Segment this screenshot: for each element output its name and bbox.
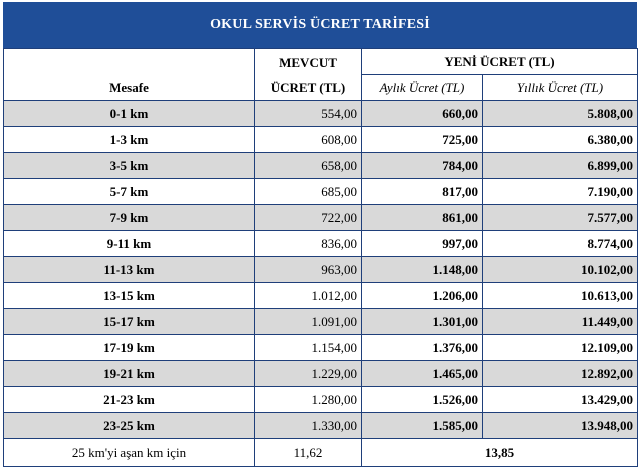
table-title: OKUL SERVİS ÜCRET TARİFESİ bbox=[3, 2, 637, 48]
cell-current-fee: 1.229,00 bbox=[255, 361, 362, 387]
cell-yearly-fee: 10.613,00 bbox=[483, 283, 638, 309]
cell-current-fee: 658,00 bbox=[255, 153, 362, 179]
cell-monthly-fee: 997,00 bbox=[362, 231, 483, 257]
cell-distance: 21-23 km bbox=[4, 387, 255, 413]
table-row bbox=[4, 361, 638, 387]
table-row bbox=[4, 413, 638, 439]
cell-distance: 9-11 km bbox=[4, 231, 255, 257]
cell-yearly-fee: 11.449,00 bbox=[483, 309, 638, 335]
cell-yearly-fee: 7.190,00 bbox=[483, 179, 638, 205]
cell-monthly-fee: 1.301,00 bbox=[362, 309, 483, 335]
cell-current-fee: 685,00 bbox=[255, 179, 362, 205]
header-distance: Mesafe bbox=[4, 49, 255, 101]
table-row bbox=[4, 127, 638, 153]
footer-row bbox=[4, 439, 638, 467]
header-current-fee bbox=[255, 49, 362, 101]
table-row bbox=[4, 335, 638, 361]
cell-current-fee: 554,00 bbox=[255, 101, 362, 127]
cell-current-fee: 1.330,00 bbox=[255, 413, 362, 439]
header-monthly: Aylık Ücret (TL) bbox=[362, 75, 483, 101]
table-row bbox=[4, 179, 638, 205]
table-row bbox=[4, 309, 638, 335]
cell-monthly-fee: 784,00 bbox=[362, 153, 483, 179]
cell-current-fee: 1.154,00 bbox=[255, 335, 362, 361]
cell-current-fee: 963,00 bbox=[255, 257, 362, 283]
table-row bbox=[4, 387, 638, 413]
cell-distance: 11-13 km bbox=[4, 257, 255, 283]
cell-yearly-fee: 8.774,00 bbox=[483, 231, 638, 257]
cell-distance: 15-17 km bbox=[4, 309, 255, 335]
cell-distance: 1-3 km bbox=[4, 127, 255, 153]
cell-monthly-fee: 817,00 bbox=[362, 179, 483, 205]
cell-current-fee: 1.280,00 bbox=[255, 387, 362, 413]
cell-current-fee: 722,00 bbox=[255, 205, 362, 231]
cell-monthly-fee: 861,00 bbox=[362, 205, 483, 231]
table-row bbox=[4, 257, 638, 283]
cell-yearly-fee: 12.109,00 bbox=[483, 335, 638, 361]
cell-distance: 0-1 km bbox=[4, 101, 255, 127]
header-new-fee: YENİ ÜCRET (TL) bbox=[362, 49, 638, 75]
footer-current: 11,62 bbox=[255, 439, 362, 467]
cell-monthly-fee: 1.585,00 bbox=[362, 413, 483, 439]
cell-current-fee: 1.091,00 bbox=[255, 309, 362, 335]
cell-monthly-fee: 660,00 bbox=[362, 101, 483, 127]
cell-current-fee: 1.012,00 bbox=[255, 283, 362, 309]
cell-distance: 17-19 km bbox=[4, 335, 255, 361]
table-row bbox=[4, 231, 638, 257]
table-row bbox=[4, 101, 638, 127]
cell-yearly-fee: 10.102,00 bbox=[483, 257, 638, 283]
cell-distance: 7-9 km bbox=[4, 205, 255, 231]
table-row bbox=[4, 153, 638, 179]
cell-current-fee: 608,00 bbox=[255, 127, 362, 153]
cell-distance: 3-5 km bbox=[4, 153, 255, 179]
footer-new: 13,85 bbox=[362, 439, 638, 467]
header-current-line1: MEVCUT bbox=[279, 54, 337, 70]
cell-distance: 5-7 km bbox=[4, 179, 255, 205]
cell-distance: 19-21 km bbox=[4, 361, 255, 387]
table-row bbox=[4, 283, 638, 309]
cell-yearly-fee: 13.429,00 bbox=[483, 387, 638, 413]
header-yearly: Yıllık Ücret (TL) bbox=[483, 75, 638, 101]
cell-distance: 23-25 km bbox=[4, 413, 255, 439]
cell-yearly-fee: 12.892,00 bbox=[483, 361, 638, 387]
cell-yearly-fee: 7.577,00 bbox=[483, 205, 638, 231]
cell-monthly-fee: 1.526,00 bbox=[362, 387, 483, 413]
cell-monthly-fee: 1.148,00 bbox=[362, 257, 483, 283]
tariff-body bbox=[4, 101, 638, 439]
header-current-line2: ÜCRET (TL) bbox=[270, 79, 346, 95]
cell-current-fee: 836,00 bbox=[255, 231, 362, 257]
footer-distance: 25 km'yi aşan km için bbox=[4, 439, 255, 467]
cell-monthly-fee: 725,00 bbox=[362, 127, 483, 153]
cell-monthly-fee: 1.376,00 bbox=[362, 335, 483, 361]
table-row bbox=[4, 205, 638, 231]
tariff-table bbox=[3, 48, 638, 467]
cell-yearly-fee: 5.808,00 bbox=[483, 101, 638, 127]
cell-monthly-fee: 1.206,00 bbox=[362, 283, 483, 309]
cell-yearly-fee: 6.380,00 bbox=[483, 127, 638, 153]
cell-distance: 13-15 km bbox=[4, 283, 255, 309]
cell-yearly-fee: 6.899,00 bbox=[483, 153, 638, 179]
cell-yearly-fee: 13.948,00 bbox=[483, 413, 638, 439]
cell-monthly-fee: 1.465,00 bbox=[362, 361, 483, 387]
